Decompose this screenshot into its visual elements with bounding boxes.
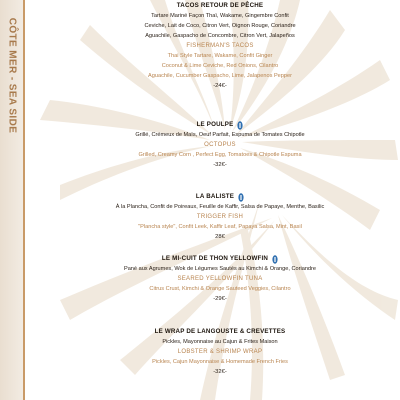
dish-title-en: FISHERMAN'S TACOS xyxy=(186,43,254,49)
dish-title-row xyxy=(60,254,380,264)
dish-description-fr: Ceviche, Lait de Coco, Citron Vert, Oignon Rouge, Coriandre xyxy=(144,23,296,29)
dish-title: LE MI-CUIT DE THON YELLOWFIN xyxy=(161,255,269,262)
dish-description-fr: Grillé, Crémeux de Maïs, Oeuf Parfait, Espuma de Tomates Chipotle xyxy=(135,132,305,138)
dish-title-en: OCTOPUS xyxy=(204,142,236,148)
dish-title-en: SEARED YELLOWFIN TUNA xyxy=(177,276,263,282)
dish-title: LE WRAP DE LANGOUSTE & CREVETTES xyxy=(154,328,286,335)
menu-item-yellowfin-tuna xyxy=(60,254,380,304)
menu-item-trigger-fish xyxy=(60,192,380,242)
dish-description-en: Aguachile, Cucumber Gaspacho, Lime, Jalapenos Pepper xyxy=(148,73,292,79)
dish-price: -32€- xyxy=(213,162,227,168)
dish-description-fr: À la Plancha, Confit de Poireaux, Feuille de Kaffir, Salsa de Papaye, Menthe, Basilic xyxy=(115,204,325,210)
sidebar-title-text: CÔTE MER - SEA SIDE xyxy=(6,17,18,133)
dish-description-en: Citrus Crust, Kimchi & Orange Sauteed Veggies, Cilantro xyxy=(149,286,291,292)
dish-price: -32€- xyxy=(213,369,227,375)
fish-label-icon xyxy=(237,121,243,130)
dish-title-row xyxy=(60,120,380,130)
dish-title-en: TRIGGER FISH xyxy=(196,214,244,220)
dish-price: -29€- xyxy=(213,296,227,302)
dish-title: TACOS RETOUR DE PÊCHE xyxy=(176,2,264,9)
dish-description-fr: Pickles, Mayonnaise au Cajun & Frites Maison xyxy=(162,339,278,345)
menu-item-lobster-wrap xyxy=(60,327,380,377)
fish-label-icon xyxy=(272,255,278,264)
dish-description-en: "Plancha style", Confit Leek, Kaffir Leaf, Papaya Salsa, Mint, Basil xyxy=(138,224,302,230)
menu-item-octopus xyxy=(60,120,380,170)
dish-title-row xyxy=(60,192,380,202)
dish-description-fr: Tartare Mariné Façon Thaï, Wakame, Gingembre Confit xyxy=(151,13,289,19)
dish-price: -24€- xyxy=(213,83,227,89)
dish-price: 28€ xyxy=(215,234,225,240)
fish-label-icon xyxy=(238,193,244,202)
dish-description-en: Coconut & Lime Ceviche, Red Onions, Cilantro xyxy=(161,63,279,69)
dish-title-en: LOBSTER & SHRIMP WRAP xyxy=(177,349,263,355)
side-divider xyxy=(23,0,25,400)
dish-description-fr: Pané aux Agrumes, Wok de Légumes Sautés au Kimchi & Orange, Coriandre xyxy=(123,266,317,272)
menu-item-fisherman-tacos xyxy=(60,1,380,91)
sidebar-title xyxy=(1,0,23,150)
dish-description-en: Thai Style Tartare, Wakame, Confit Ginger xyxy=(167,53,273,59)
dish-title: LA BALISTE xyxy=(195,193,235,200)
dish-description-fr: Aguachile, Gaspacho de Concombre, Citron Vert, Jalapeños xyxy=(145,33,295,39)
menu-list xyxy=(60,0,380,400)
dish-title: LE POULPE xyxy=(196,121,234,128)
dish-description-en: Pickles, Cajun Mayonnaise & Homemade French Fries xyxy=(152,359,288,365)
dish-description-en: Grilled, Creamy Corn , Perfect Egg, Tomatoes & Chipotle Espuma xyxy=(138,152,302,158)
